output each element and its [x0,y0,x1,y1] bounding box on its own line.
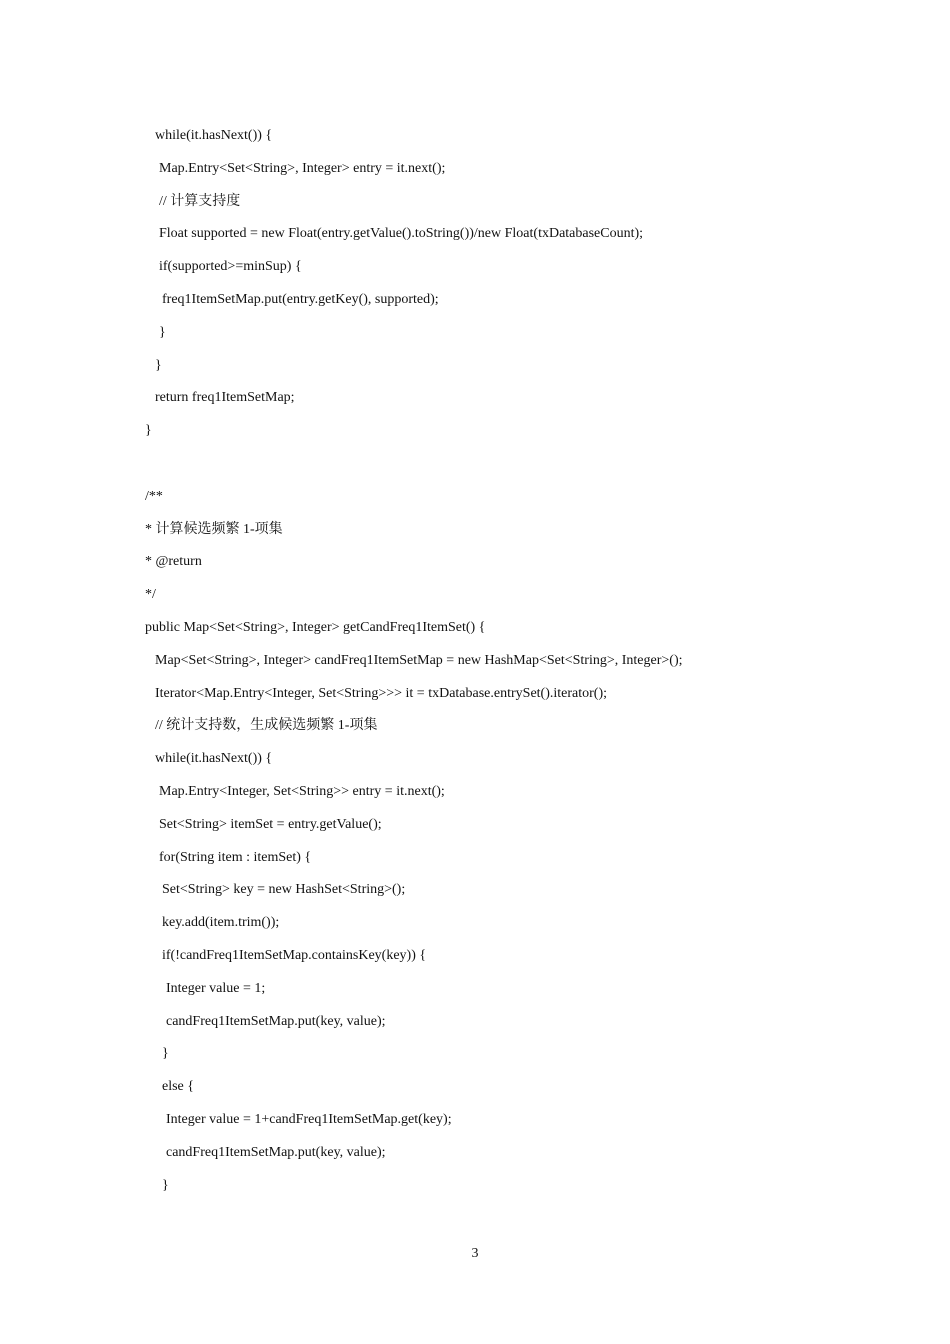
code-comment: // 统计支持数，生成候选频繁 1-项集 [155,718,378,734]
code-line: return freq1ItemSetMap; [155,390,295,406]
code-line: key.add(item.trim()); [162,915,280,931]
code-line: } [159,324,166,340]
code-line: } [155,357,162,373]
code-line: candFreq1ItemSetMap.put(key, value); [166,1013,386,1029]
code-line: if(supported>=minSup) { [159,259,302,275]
code-line: while(it.hasNext()) { [155,128,273,143]
code-line: Set<String> key = new HashSet<String>(); [162,882,406,898]
code-line: } [162,1177,169,1193]
doc-comment-line: /** [145,488,163,504]
code-line: candFreq1ItemSetMap.put(key, value); [166,1144,386,1160]
code-line: for(String item : itemSet) { [159,849,312,865]
code-line: Map.Entry<Set<String>, Integer> entry = it.next(); [159,160,446,176]
code-comment: // 计算支持度 [159,193,241,209]
code-line: } [145,423,152,439]
code-line: if(!candFreq1ItemSetMap.containsKey(key)) { [162,947,427,963]
code-line: while(it.hasNext()) { [155,751,273,767]
code-line: } [162,1046,169,1062]
blank-line [0,450,950,483]
code-line: Set<String> itemSet = entry.getValue(); [159,816,382,832]
code-line: Map.Entry<Integer, Set<String>> entry = it.next(); [159,783,445,799]
doc-comment-line: * @return [145,554,202,570]
code-line: Integer value = 1; [166,980,266,996]
doc-comment-line: * 计算候选频繁 1-项集 [145,521,283,537]
code-line: Integer value = 1+candFreq1ItemSetMap.get(key); [166,1111,452,1127]
code-line: Map<Set<String>, Integer> candFreq1ItemSetMap = new HashMap<Set<String>, Integer>(); [155,652,683,668]
code-line: Float supported = new Float(entry.getValue().toString())/new Float(txDatabaseCount); [159,226,644,242]
doc-comment-line: */ [145,587,156,603]
method-signature: public Map<Set<String>, Integer> getCandFreq1ItemSet() { [145,619,486,635]
code-block [0,122,950,1204]
code-line: else { [162,1079,194,1095]
code-line: Iterator<Map.Entry<Integer, Set<String>>> it = txDatabase.entrySet().iterator(); [155,685,608,701]
code-line: freq1ItemSetMap.put(entry.getKey(), supported); [162,291,439,307]
page-number: 3 [471,1246,479,1261]
